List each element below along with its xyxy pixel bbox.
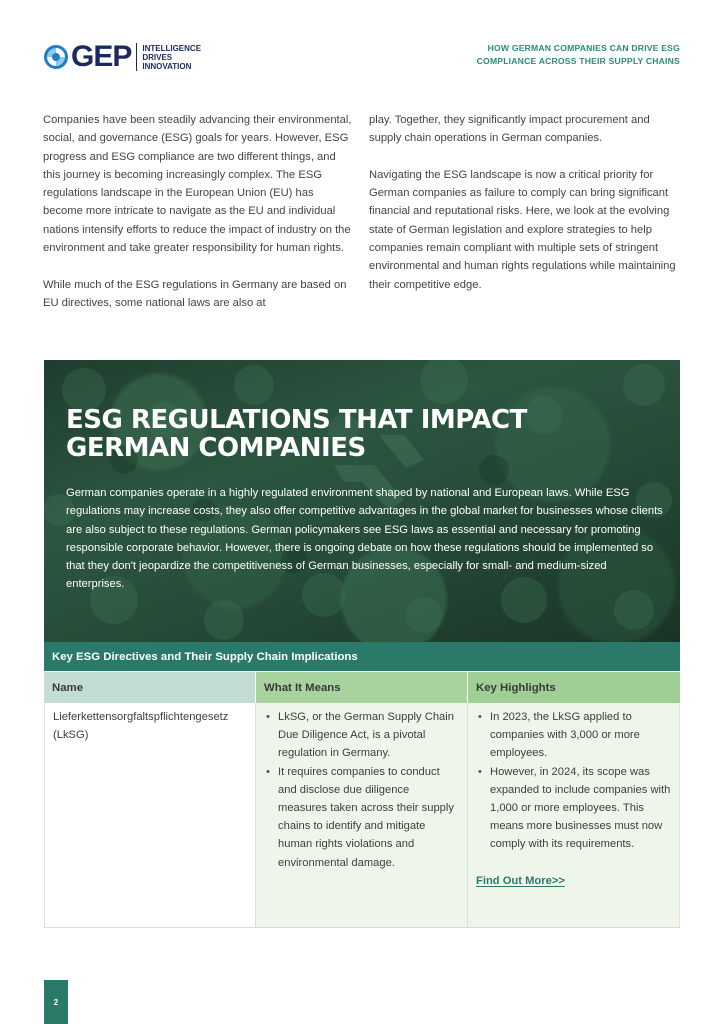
cell-name: Lieferkettensorgfaltspflichtengesetz (LkSG) — [44, 703, 255, 927]
hero-body-text: German companies operate in a highly regulated environment shaped by national and European laws. While ESG regulations may increase costs, they also offer competitive advantages in the global market for businesses whose clients are also subject to these regulations. German policymakers see ESG laws as essential and necessary for promoting responsible corporate behavior. However, there is ongoing debate on how these regulations should be implemented so that they don't jeopardize the competitiveness of German businesses, especially for small- and medium-sized enterprises. — [66, 487, 663, 591]
list-item: • It requires companies to conduct and disclose due diligence measures taken across their supply chains to identify and mitigate human rights violations and environmental damage. — [267, 763, 461, 872]
intro-paragraph: While much of the ESG regulations in Germany are based on EU directives, some national laws are also at — [43, 278, 347, 309]
column-header-name: Name — [44, 672, 255, 703]
table-header-row — [44, 672, 680, 703]
intro-paragraph: Navigating the ESG landscape is now a critical priority for German companies as failure to comply can bring significant financial and reputational risks. Here, we look at the evolving state of German legislation and explore strategies to help companies remain compliant with multiple sets of stringent environmental and human rights regulations while maintaining their competitive edge. — [369, 168, 676, 291]
list-item: • However, in 2024, its scope was expanded to include companies with 1,000 or more employees. This means more businesses must now comply with its requirements. — [479, 763, 673, 854]
column-header-key-highlights: Key Highlights — [467, 672, 680, 703]
document-header-title: HOW GERMAN COMPANIES CAN DRIVE ESG COMPLIANCE ACROSS THEIR SUPPLY CHAINS — [476, 43, 680, 66]
cell-what-it-means — [255, 703, 467, 927]
logo-wordmark: GEP — [71, 40, 132, 73]
intro-left-column — [43, 111, 354, 312]
table-row — [44, 703, 680, 928]
table-caption: Key ESG Directives and Their Supply Chain Implications — [44, 642, 680, 672]
cell-key-highlights — [467, 703, 680, 927]
gep-logo — [43, 42, 201, 72]
intro-paragraph: play. Together, they significantly impact procurement and supply chain operations in German companies. — [369, 114, 650, 145]
intro-paragraph: Companies have been steadily advancing their environmental, social, and governance (ESG) goals for years. However, ESG progress and ESG compliance are two different things, and this journey is becoming increasingly complex. The ESG regulations landscape in the European Union (EU) has become more intricate to navigate as the EU and individual nations intensify efforts to reduce the impact of industry on the environment and take greater responsibility for human rights. — [43, 114, 352, 255]
logo-divider — [136, 43, 137, 71]
logo-tagline: INTELLIGENCE DRIVES INNOVATION — [142, 43, 202, 71]
gep-swirl-icon — [43, 44, 69, 70]
esg-directives-table — [44, 642, 680, 928]
page-number-tab: 2 — [44, 980, 68, 1024]
list-item: • In 2023, the LkSG applied to companies with 3,000 or more employees. — [479, 708, 673, 763]
hero-title: ESG REGULATIONS THAT IMPACT GERMAN COMPANIES — [66, 405, 527, 463]
find-out-more-link[interactable]: Find Out More>> — [476, 874, 565, 887]
list-item: • LkSG, or the German Supply Chain Due Diligence Act, is a pivotal regulation in Germany. — [267, 708, 461, 763]
column-header-what-it-means: What It Means — [255, 672, 467, 703]
intro-section — [43, 111, 680, 312]
intro-right-column — [369, 111, 680, 312]
esg-hero-banner — [44, 360, 680, 642]
